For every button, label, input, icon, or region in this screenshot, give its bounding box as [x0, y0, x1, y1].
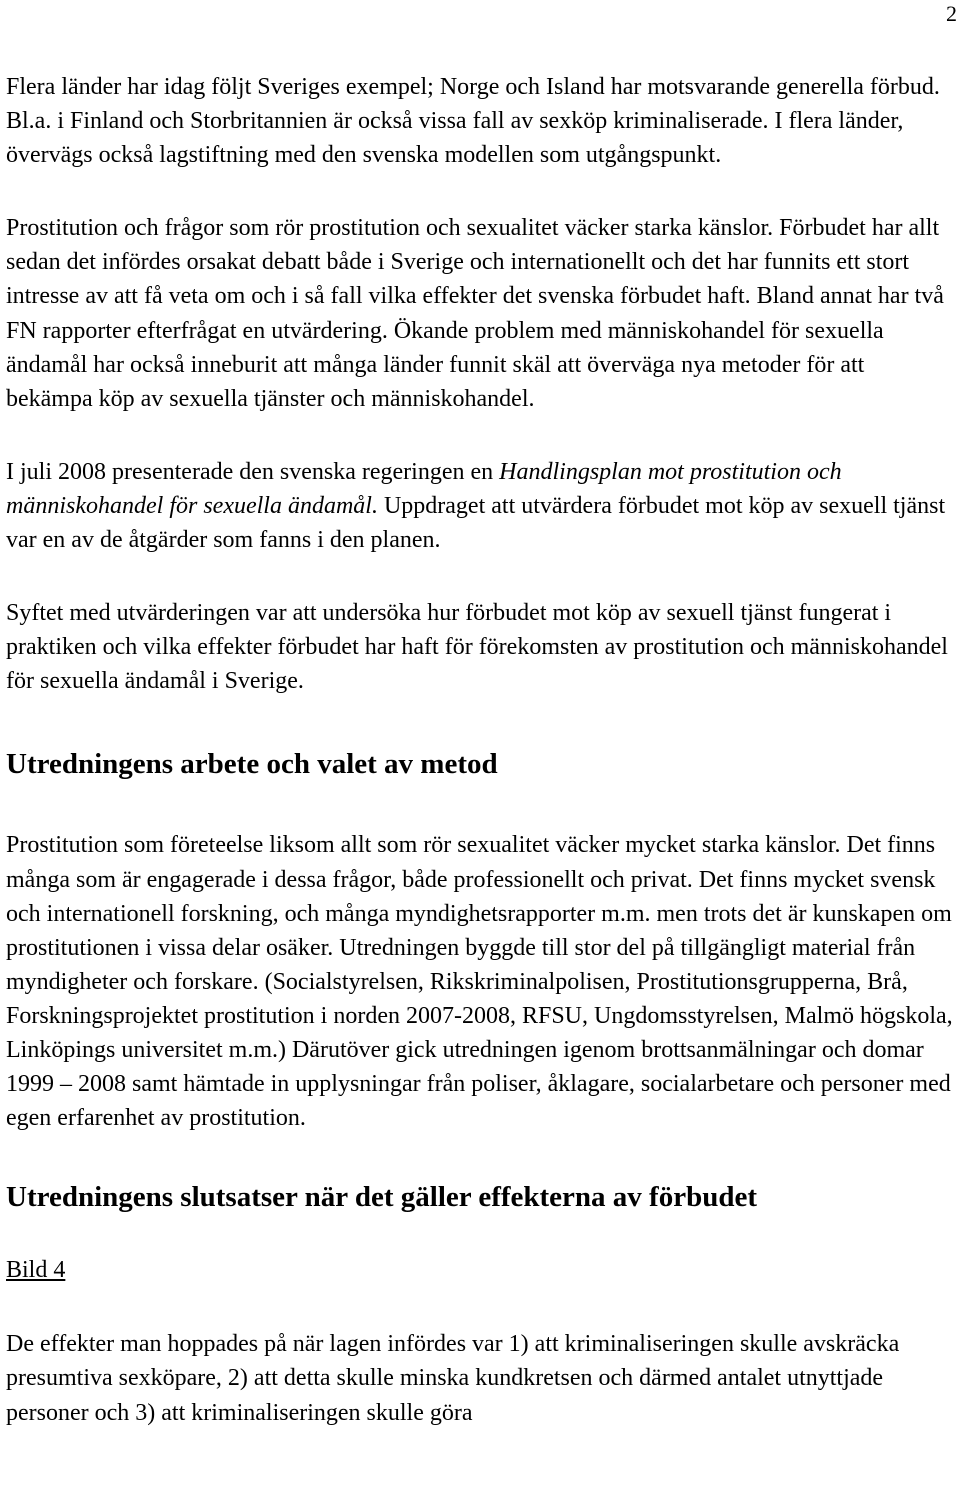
figure-reference: Bild 4 — [6, 1257, 66, 1284]
paragraph-action-plan — [6, 455, 956, 557]
paragraph-other-countries: Flera länder har idag följt Sveriges exempel; Norge och Island har motsvarande generella förbud. Bl.a. i Finland och Storbritannien är också vissa fall av sexköp kriminaliserade. I flera länder, övervägs också lagstiftning med den svenska modellen som utgångspunkt. — [6, 74, 940, 169]
page-content — [6, 70, 956, 1430]
page-number: 2 — [946, 1, 957, 26]
action-plan-text-start: I juli 2008 presenterade den svenska regeringen en — [6, 458, 500, 485]
paragraph-expected-effects: De effekter man hoppades på när lagen infördes var 1) att kriminaliseringen skulle avskräcka presumtiva sexköpare, 2) att detta skulle minska kundkretsen och därmed antalet utnyttjade personer och 3) att kriminaliseringen skulle göra — [6, 1331, 900, 1426]
action-plan-title: Handlingsplan mot prostitution och människohandel för sexuella ändamål. — [6, 458, 842, 519]
section-heading-conclusions: Utredningens slutsatser när det gäller effekterna av förbudet — [6, 1181, 757, 1214]
paragraph-method: Prostitution som företeelse liksom allt som rör sexualitet väcker mycket starka känslor. Det finns många som är engagerade i dessa frågor, både professionellt och privat. Det finns mycket svensk och internationell forskning, och många myndighetsrapporter m.m. men trots det är kunskapen om prostitutionen i vissa delar osäker. Utredningen byggde till stor del på tillgängligt material från myndigheter och forskare. (Socialstyrelsen, Rikskriminalpolisen, Prostitutionsgrupperna, Brå, Forskningsprojektet prostitution i norden 2007-2008, RFSU, Ungdomsstyrelsen, Malmö högskola, Linköpings universitet m.m.) Därutöver gick utredningen igenom brottsanmälningar och domar 1999 – 2008 samt hämtade in upplysningar från poliser, åklagare, socialarbetare och personer med egen erfarenhet av prostitution. — [6, 832, 953, 1132]
action-plan-text-end: Uppdraget att utvärdera förbudet mot köp av sexuell tjänst var en av de åtgärder som fanns i den planen. — [6, 492, 946, 554]
paragraph-purpose: Syftet med utvärderingen var att undersöka hur förbudet mot köp av sexuell tjänst fungerat i praktiken och vilka effekter förbudet har haft för förekomsten av prostitution och människohandel för sexuella ändamål i Sverige. — [6, 600, 948, 695]
section-heading-method: Utredningens arbete och valet av metod — [6, 748, 498, 781]
paragraph-strong-feelings: Prostitution och frågor som rör prostitution och sexualitet väcker starka känslor. Förbudet har allt sedan det infördes orsakat debatt både i Sverige och internationellt och det har funnits ett stort intresse av att få veta om och i så fall vilka effekter det svenska förbudet haft. Bland annat har två FN rapporter efterfrågat en utvärdering. Ökande problem med människohandel för sexuella ändamål har också inneburit att många länder funnit skäl att överväga nya metoder för att bekämpa köp av sexuella tjänster och människohandel. — [6, 215, 944, 412]
